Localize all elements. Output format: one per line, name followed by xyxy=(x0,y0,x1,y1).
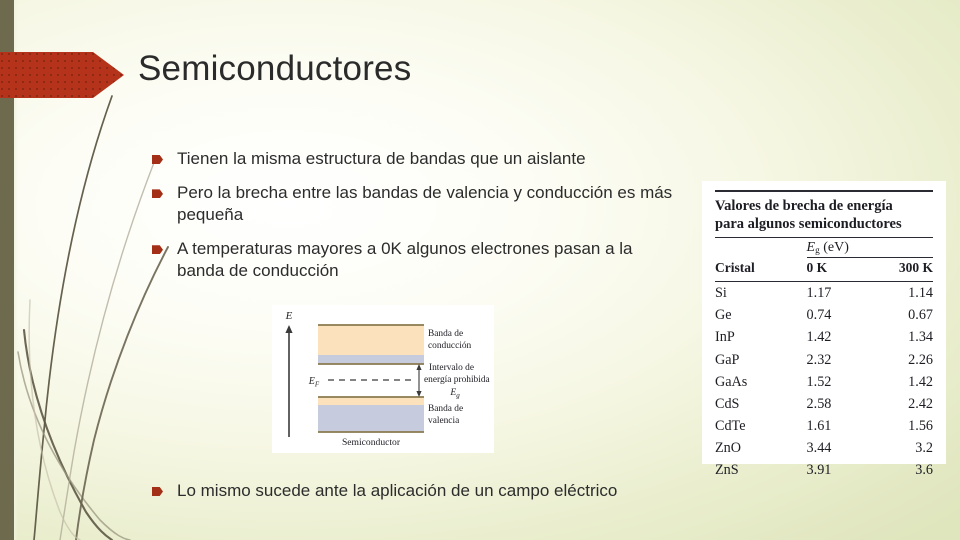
bullet-text: Tienen la misma estructura de bandas que un aislante xyxy=(177,149,586,168)
cell-crystal: CdS xyxy=(715,395,740,412)
list-item xyxy=(152,480,682,501)
table-row xyxy=(715,349,933,371)
group-header-symbol: E xyxy=(806,239,816,255)
cell-0k: 2.32 xyxy=(806,351,832,368)
cell-300k: 2.26 xyxy=(908,351,933,368)
gap-label-line1: Intervalo de xyxy=(429,363,475,373)
cell-300k: 1.56 xyxy=(908,418,933,435)
table-row xyxy=(715,282,933,305)
conduction-band-label-line1: Banda de xyxy=(428,329,464,339)
cell-crystal: CdTe xyxy=(715,418,746,435)
fermi-sub: F xyxy=(314,380,320,389)
cell-0k: 0.74 xyxy=(806,307,832,324)
cell-crystal: Si xyxy=(715,284,727,301)
group-header-unit: (eV) xyxy=(819,239,849,255)
table-row xyxy=(715,305,933,327)
cell-0k: 3.44 xyxy=(806,440,832,457)
cell-300k: 2.42 xyxy=(908,395,933,412)
cell-300k: 1.34 xyxy=(908,329,933,346)
cell-300k: 0.67 xyxy=(908,307,933,324)
list-item xyxy=(152,238,682,281)
cell-crystal: ZnO xyxy=(715,440,742,457)
gap-symbol: E xyxy=(450,387,457,398)
conduction-band-lower-strip xyxy=(318,355,424,364)
table-row xyxy=(715,416,933,438)
gap-symbol-sub: g xyxy=(456,391,460,400)
table-header-row xyxy=(715,258,933,280)
bullet-arrow-icon xyxy=(152,189,163,198)
table-title-line2: para algunos semiconductores xyxy=(715,215,902,232)
bullet-arrow-icon xyxy=(152,155,163,164)
bullet-text: Pero la brecha entre las bandas de valencia y conducción es más pequeña xyxy=(177,183,673,224)
table-row xyxy=(715,393,933,415)
cell-0k: 1.17 xyxy=(806,284,832,301)
bullet-text: A temperaturas mayores a 0K algunos electrones pasan a la banda de conducción xyxy=(177,239,633,280)
column-header-crystal: Cristal xyxy=(715,260,755,276)
figure-caption: Semiconductor xyxy=(341,437,401,448)
cell-300k: 3.6 xyxy=(915,462,933,479)
energy-gap-table xyxy=(715,238,933,482)
conduction-band-fill xyxy=(318,325,424,355)
cell-crystal: GaP xyxy=(715,351,740,368)
table-group-header-row xyxy=(715,238,933,258)
column-header-300k: 300 K xyxy=(898,260,933,276)
bullet-text: Lo mismo sucede ante la aplicación de un campo eléctrico xyxy=(177,481,618,500)
cell-crystal: GaAs xyxy=(715,373,748,390)
list-item xyxy=(152,182,682,225)
column-header-0k: 0 K xyxy=(806,260,828,276)
bullet-list-bottom xyxy=(152,480,682,514)
bullet-arrow-icon xyxy=(152,245,163,254)
cell-0k: 1.42 xyxy=(806,329,832,346)
valence-band-upper-strip xyxy=(318,397,424,405)
energy-gap-table-card xyxy=(702,181,946,479)
cell-0k: 3.91 xyxy=(806,462,832,479)
table-title xyxy=(715,190,933,233)
table-row xyxy=(715,438,933,460)
cell-0k: 1.61 xyxy=(806,418,832,435)
table-row xyxy=(715,460,933,482)
svg-text:EF xyxy=(308,376,320,388)
band-diagram-svg xyxy=(272,305,494,453)
table-title-line1: Valores de brecha de energía xyxy=(715,198,893,214)
list-item xyxy=(152,148,682,169)
cell-0k: 1.52 xyxy=(806,373,832,390)
cell-0k: 2.58 xyxy=(806,395,832,412)
title-arrow-accent xyxy=(0,52,124,98)
band-diagram-figure xyxy=(272,305,494,453)
table-row xyxy=(715,371,933,393)
cell-300k: 1.42 xyxy=(908,373,933,390)
valence-band-fill xyxy=(318,405,424,432)
cell-crystal: ZnS xyxy=(715,462,739,479)
table-row xyxy=(715,327,933,349)
conduction-band-label-line2: conducción xyxy=(428,341,472,351)
gap-label-line2: energía prohibida xyxy=(424,375,490,385)
energy-axis-label: E xyxy=(285,310,293,322)
bullet-arrow-icon xyxy=(152,487,163,496)
group-header-subscript: g xyxy=(815,244,820,255)
valence-band-label-line2: valencia xyxy=(428,416,460,426)
cell-300k: 3.2 xyxy=(915,440,933,457)
valence-band-label-line1: Banda de xyxy=(428,404,464,414)
bullet-list xyxy=(152,148,682,294)
svg-text:Eg xyxy=(449,387,460,399)
group-header-eg xyxy=(807,238,933,258)
cell-300k: 1.14 xyxy=(908,284,933,301)
page-title: Semiconductores xyxy=(138,49,412,88)
cell-crystal: Ge xyxy=(715,307,732,324)
cell-crystal: InP xyxy=(715,329,735,346)
fermi-label: E xyxy=(308,376,315,387)
